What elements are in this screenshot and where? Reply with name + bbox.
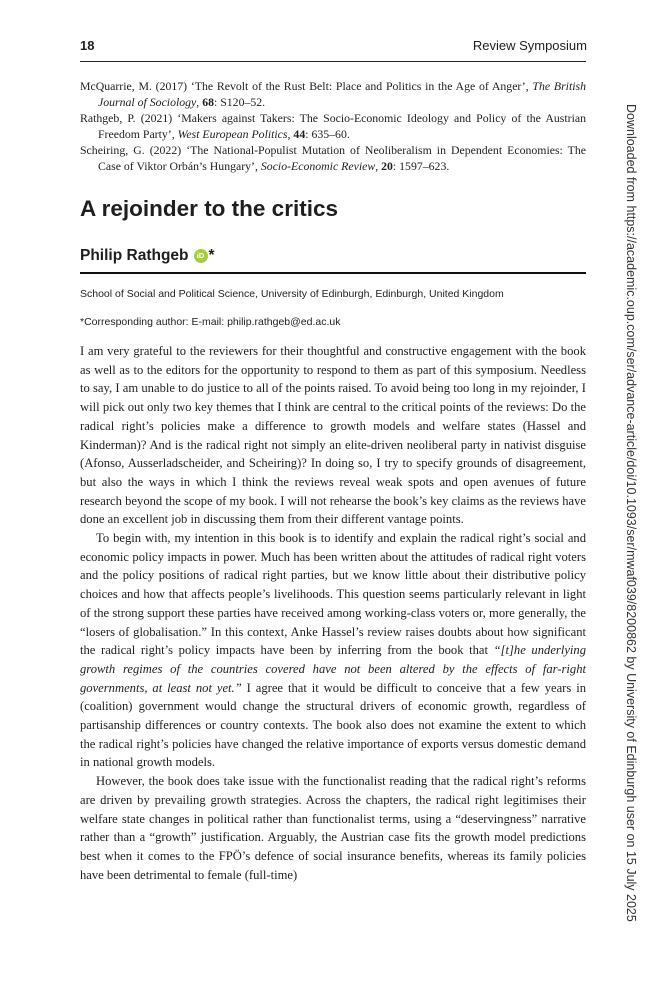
quote: “[t]he underlying growth regimes of the countries covered have not been altered by the effects of far-right governments, at least not yet.” xyxy=(80,643,586,695)
reference-journal: The British Journal of Sociology xyxy=(98,79,586,109)
body-text xyxy=(80,342,586,884)
reference-volume: 20 xyxy=(381,159,393,173)
paragraph: To begin with, my intention in this book is to identify and explain the radical right’s social and economic policy impacts in power. Much has been written about the attitudes of radical right voters and the policy positions of radical right parties, but we know little about their distributive policy choices and how that affects people’s livelihoods. This question seems particularly relevant in light of the strong support these parties have received among working-class voters or, more generally, the “losers of globalisation.” In this context, Anke Hassel’s review raises doubts about how significant the radical right’s policy impacts have been by inferring from the book that “[t]he underlying growth regimes of the countries covered have not been altered by the effects of far-right governments, at least not yet.” I agree that it would be difficult to conceive that a few years in (coalition) government would change the structural drivers of economic growth, regardless of partisanship differences or country contexts. The book also does not examine the extent to which the radical right’s policies have changed the relative importance of exports versus domestic demand in national growth models. xyxy=(80,531,586,770)
reference-journal: Socio-Economic Review xyxy=(260,159,376,173)
reference-item: McQuarrie, M. (2017) ‘The Revolt of the Rust Belt: Place and Politics in the Age of Anger’, The British Journal of Sociology, 68: S120–52. xyxy=(80,79,586,109)
author-name: Philip Rathgeb xyxy=(80,247,189,264)
paragraph: However, the book does take issue with the functionalist reading that the radical right’s reforms are driven by prevailing growth strategies. Across the chapters, the radical right legitimises their welfare state changes in political rather than functionalist terms, using a “deservingness” narrative rather than a “growth” justification. Arguably, the Austrian case fits the growth model predictions best when it comes to the FPÖ’s defence of social insurance benefits, whereas its family policies have been detrimental to female (full-time) xyxy=(80,774,586,882)
author-line xyxy=(80,247,215,265)
running-head: Review Symposium xyxy=(472,38,587,53)
correspondence: *Corresponding author: E-mail: philip.rathgeb@ed.ac.uk xyxy=(80,316,341,328)
article-title: A rejoinder to the critics xyxy=(80,196,338,221)
reference-volume: 68 xyxy=(202,95,214,109)
reference-item: Rathgeb, P. (2021) ‘Makers against Takers: The Socio-Economic Ideology and Policy of the Austrian Freedom Party’, West European Politics, 44: 635–60. xyxy=(80,111,586,141)
reference-volume: 44 xyxy=(293,127,306,141)
paragraph: I am very grateful to the reviewers for their thoughtful and constructive engagement with the book as well as to the editors for the opportunity to respond to them as part of this symposium. Needless to say, I am unable to do justice to all of the points raised. To avoid being too long in my rejoinder, I will pick out only two key themes that I think are central to the critical points of the reviews: Do the radical right’s policies make a difference to growth models and welfare states (Hassel and Kinderman)? And is the radical right not simply an elite-driven neoliberal party in nativist disguise (Afonso, Ausserladscheider, and Scheiring)? In doing so, I try to specify grounds of disagreement, but also the ways in which I think the reviews reveal weak spots and open avenues of future research beyond the scope of my book. I will not rehearse the book’s key claims as the reviews have done an excellent job in discussing them from their different vantage points. xyxy=(80,344,586,527)
download-watermark: Downloaded from https://academic.oup.com/ser/advance-article/doi/10.1093/ser/mwaf039/8200862 by University of Edinburgh user on 15 July 2025 xyxy=(624,104,638,922)
reference-journal: West European Politics xyxy=(177,127,288,141)
reference-item: Scheiring, G. (2022) ‘The National-Populist Mutation of Neoliberalism in Dependent Economies: The Case of Viktor Orbán’s Hungary’, Socio-Economic Review, 20: 1597–623. xyxy=(80,143,586,173)
orcid-icon[interactable]: iD xyxy=(194,249,208,263)
corresponding-mark: * xyxy=(208,247,215,264)
author-rule xyxy=(80,272,586,274)
affiliation: School of Social and Political Science, University of Edinburgh, Edinburgh, United Kingdom xyxy=(80,288,504,300)
reference-list xyxy=(80,78,586,174)
header-rule xyxy=(80,61,586,62)
page-number: 18 xyxy=(80,38,95,53)
